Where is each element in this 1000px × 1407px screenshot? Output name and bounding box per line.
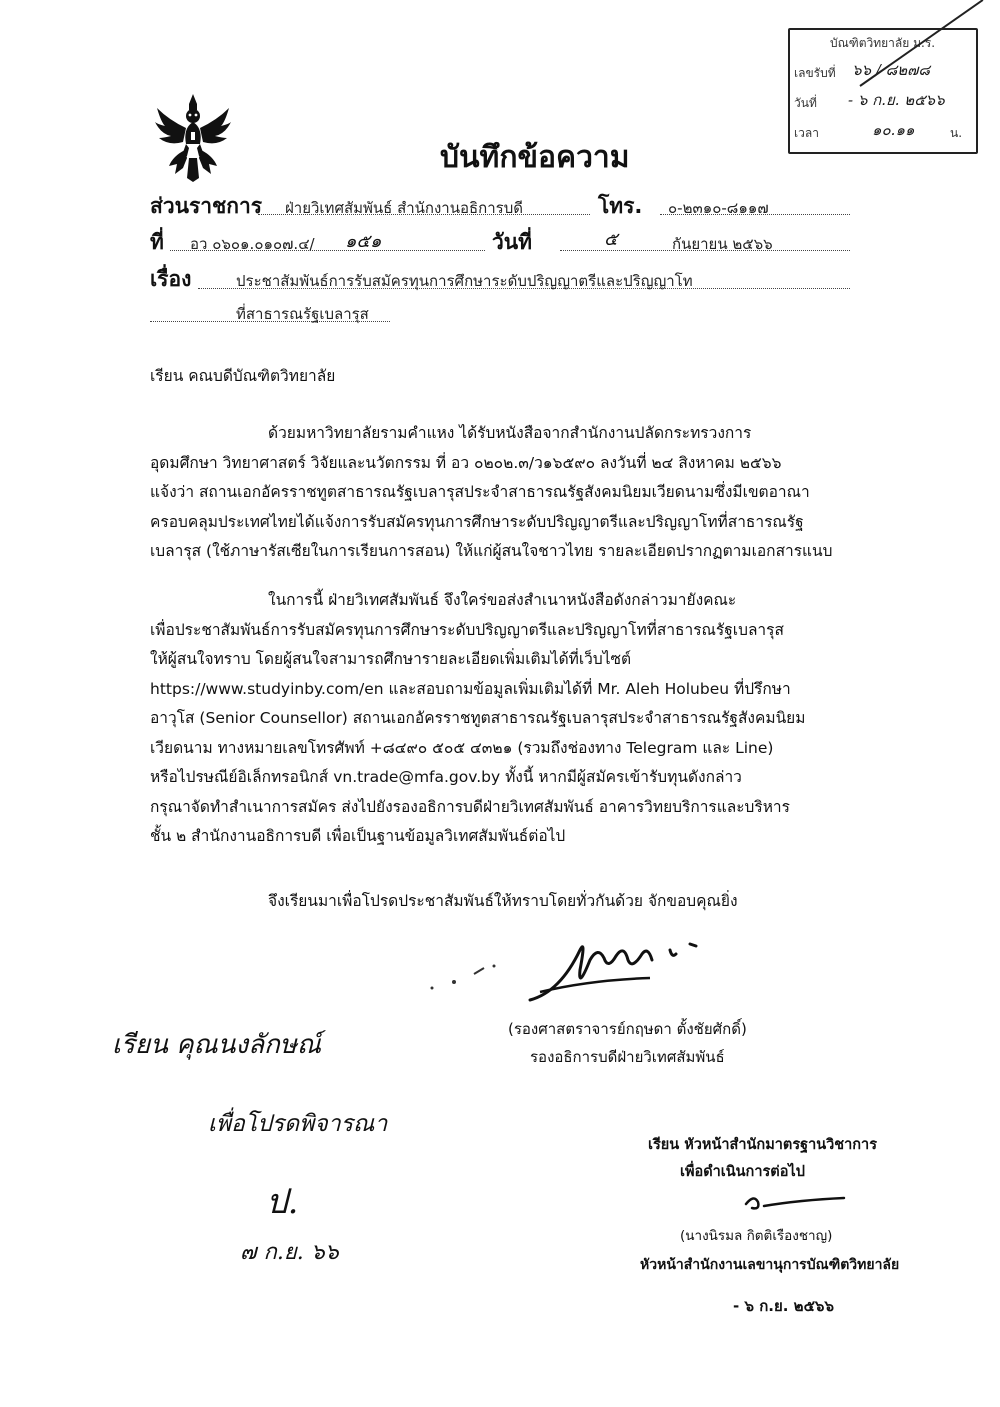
paragraph-1-line: ด้วยมหาวิทยาลัยรามคำแหง ได้รับหนังสือจากสำนักงานปลัดกระทรวงการ [268,424,752,442]
paragraph-2-line: กรุณาจัดทำสำเนาการสมัคร ส่งไปยังรองอธิการบดีฝ่ายวิเทศสัมพันธ์ อาคารวิทยบริการและบริหาร [150,797,790,816]
paragraph-1-line: แจ้งว่า สถานเอกอัครราชทูตสาธารณรัฐเบลารุสประจำสาธารณรัฐสังคมนิยมเวียดนามซึ่งมีเขตอาณา [150,483,810,501]
forward-position: หัวหน้าสำนักงานเลขานุการบัณฑิตวิทยาลัย [640,1257,900,1273]
office-value: ฝ่ายวิเทศสัมพันธ์ สำนักงานอธิการบดี [285,199,523,217]
stamp-receive-no: ๖๖ / ๘๒๗๘ [852,61,930,79]
paragraph-1-line: เบลารุส (ใช้ภาษารัสเซียในการเรียนการสอน) ให้แก่ผู้สนใจชาวไทย รายละเอียดปรากฏตามเอกสารแนบ [150,542,833,560]
paragraph-2-line: ให้ผู้สนใจทราบ โดยผู้สนใจสามารถศึกษารายละเอียดเพิ่มเติมได้ที่เว็บไซต์ [150,650,632,668]
date-label: วันที่ [492,230,532,254]
salutation: เรียน คณบดีบัณฑิตวิทยาลัย [150,367,336,385]
paragraph-2-line: อาวุโส (Senior Counsellor) สถานเอกอัครราชทูตสาธารณรัฐเบลารุสประจำสาธารณรัฐสังคมนิยม [150,709,806,727]
stamp-date: - ๖ ก.ย. ๒๕๖๖ [848,91,945,109]
stamp-time: ๑๐.๑๑ [872,121,915,139]
paragraph-2-line: https://www.studyinby.com/en และสอบถามข้อมูลเพิ่มเติมได้ที่ Mr. Aleh Holubeu ที่ปรึกษา [150,679,791,698]
memo-title: บันทึกข้อความ [440,140,630,175]
handwritten-line-2: เพื่อโปรดพิจารณา [208,1111,388,1137]
forward-line-1: เรียน หัวหน้าสำนักมาตรฐานวิชาการ [648,1137,877,1153]
paragraph-2-line: หรือไปรษณีย์อิเล็กทรอนิกส์ vn.trade@mfa.gov.by ทั้งนี้ หากมีผู้สมัครเข้ารับทุนดังกล่าว [150,768,742,786]
signature-vice-president [520,930,720,1010]
paragraph-2 [150,586,850,852]
handwritten-line-1: เรียน คุณนงลักษณ์ [112,1030,322,1060]
stamp-receive-label: เลขรับที่ [794,66,836,80]
signer-position: รองอธิการบดีฝ่ายวิเทศสัมพันธ์ [530,1048,725,1066]
paragraph-1-line: ครอบคลุมประเทศไทยได้แจ้งการรับสมัครทุนการศึกษาระดับปริญญาตรีและปริญญาโทที่สาธารณรัฐ [150,512,804,531]
date-month-year: กันยายน ๒๕๖๖ [672,235,773,253]
receiving-stamp [788,28,978,154]
subject-line-2: ที่สาธารณรัฐเบลารุส [236,305,369,323]
closing-sentence: จึงเรียนมาเพื่อโปรดประชาสัมพันธ์ให้ทราบโดยทั่วกันด้วย จักขอบคุณยิ่ง [268,892,738,910]
forward-line-2: เพื่อดำเนินการต่อไป [680,1164,805,1180]
signature-head-office [740,1186,850,1216]
stamp-time-unit: น. [950,126,963,140]
forward-name: (นางนิรมล กิตติเรืองชาญ) [680,1228,833,1244]
dot-marks [424,960,504,1000]
garuda-emblem-icon [153,92,233,184]
phone-label: โทร. [598,194,643,218]
stamp-time-label: เวลา [794,126,819,140]
stamp-date-label: วันที่ [794,96,817,110]
handwritten-date: ๗ ก.ย. ๖๖ [240,1240,339,1265]
office-label: ส่วนราชการ [150,194,263,218]
forward-date: - ๖ ก.ย. ๒๕๖๖ [733,1297,834,1315]
paragraph-2-line: ชั้น ๒ สำนักงานอธิการบดี เพื่อเป็นฐานข้อมูลวิเทศสัมพันธ์ต่อไป [150,827,566,845]
ref-label: ที่ [150,230,164,254]
date-day: ๕ [604,229,618,250]
paragraph-1-line: อุดมศึกษา วิทยาศาสตร์ วิจัยและนวัตกรรม ที่ อว ๐๒๐๒.๓/ว๑๖๕๙๐ ลงวันที่ ๒๔ สิงหาคม ๒๕๖๖ [150,453,782,472]
subject-label: เรื่อง [150,267,192,291]
subject-line-1: ประชาสัมพันธ์การรับสมัครทุนการศึกษาระดับปริญญาตรีและปริญญาโท [236,272,693,290]
paragraph-2-line: เวียดนาม ทางหมายเลขโทรศัพท์ +๘๔๙๐ ๕๐๕ ๔๓๒๑ (รวมถึงช่องทาง Telegram และ Line) [150,738,774,757]
ref-number: ๑๕๑ [345,231,382,252]
paragraph-1 [150,419,850,567]
paragraph-2-line: เพื่อประชาสัมพันธ์การรับสมัครทุนการศึกษาระดับปริญญาตรีและปริญญาโทที่สาธารณรัฐเบลารุส [150,620,784,639]
stamp-org: บัณฑิตวิทยาลัย ม.ร. [830,36,936,50]
paragraph-2-line: ในการนี้ ฝ่ายวิเทศสัมพันธ์ จึงใคร่ขอส่งสำเนาหนังสือดังกล่าวมายังคณะ [268,591,737,609]
ref-value: อว ๐๖๐๑.๐๑๐๗.๔/ [190,235,315,253]
handwritten-initial: ป. [266,1182,299,1222]
signer-name: (รองศาสตราจารย์กฤษดา ตั้งชัยศักดิ์) [508,1020,747,1038]
phone-value: ๐-๒๓๑๐-๘๑๑๗ [668,199,769,217]
